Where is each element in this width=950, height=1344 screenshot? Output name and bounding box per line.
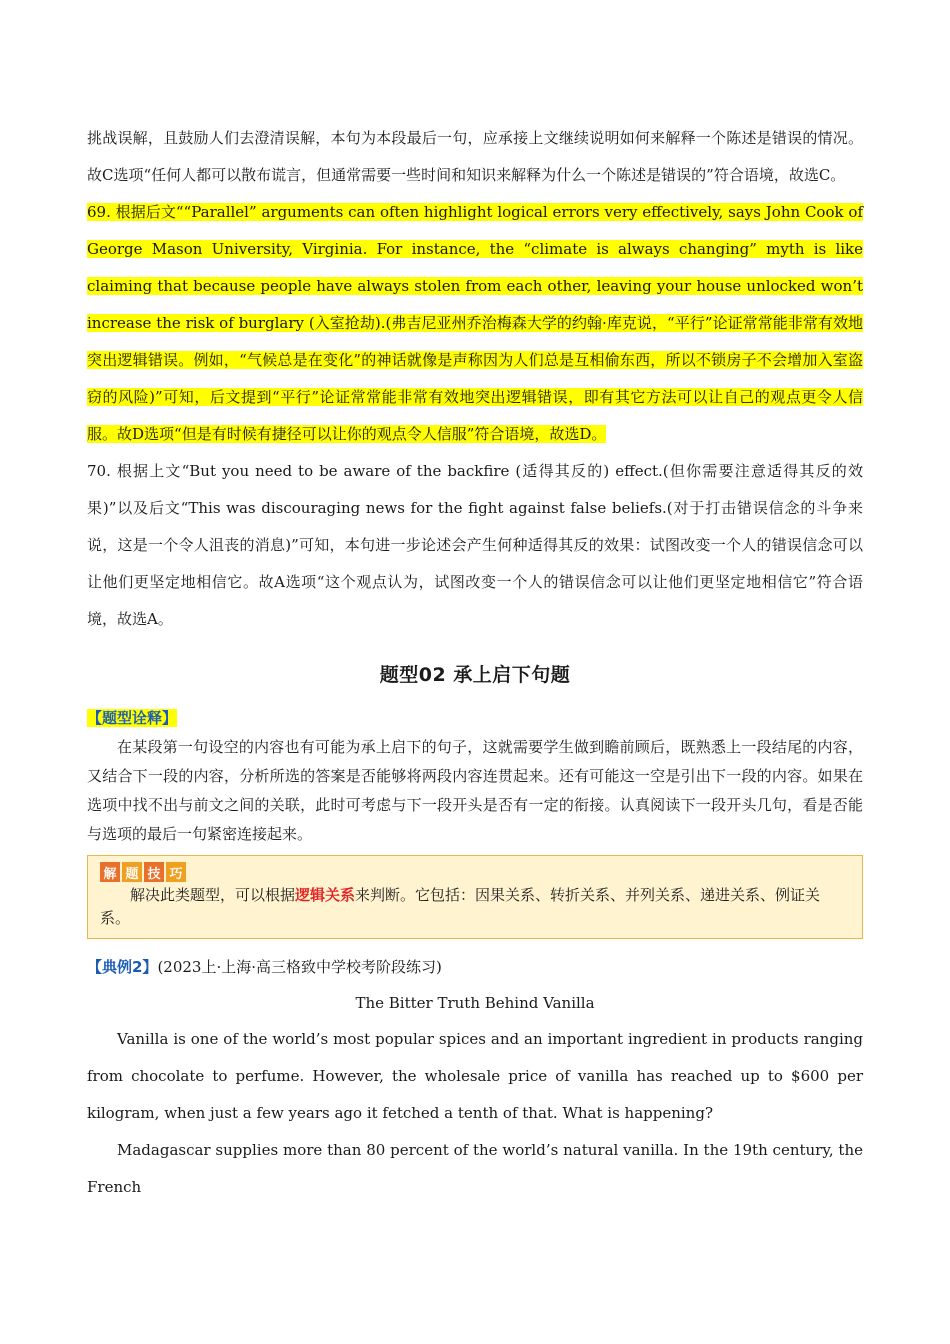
type-explanation-text: 在某段第一句设空的内容也有可能为承上启下的句子，这就需要学生做到瞻前顾后，既熟悉上一段结尾的内容，又结合下一段的内容，分析所选的答案是否能够将两段内容连贯起来。还有可能这一空是引出下一段的内容。如果在选项中找不出与前文之间的关联，此时可考虑与下一段开头是否有一定的衔接。认真阅读下一段开头几句，看是否能与选项的最后一句紧密连接起来。 [87, 738, 863, 843]
tip-text-after: 来判断。它包括：因果关系、转折关系、并列关系、递进关系、例证关系。 [100, 886, 821, 927]
type-explanation-tag-line [87, 705, 863, 731]
tip-box [87, 855, 863, 939]
answer-69-highlight: 69. 根据后文““Parallel” arguments can often highlight logical errors very effectively, says John Cook of George Mason University, Virginia. For instance, the “climate is always changing” myth is like claiming that because people have always stolen from each other, leaving your house unlocked won’t increase the risk of burglary (入室抢劫).(弗吉尼亚州乔治梅森大学的约翰·库克说，“平行”论证常常能非常有效地突出逻辑错误。例如，“气候总是在变化”的神话就像是声称因为人们总是互相偷东西，所以不锁房子不会增加入室盗窃的风险)”可知，后文提到“平行”论证常常能非常有效地突出逻辑错误，即有其它方法可以让自己的观点更令人信服。故D选项“但是有时候有捷径可以让你的观点令人信服”符合语境，故选D。 [87, 203, 863, 443]
answer-69 [87, 194, 863, 453]
example-source: (2023上·上海·高三格致中学校考阶段练习) [157, 958, 442, 976]
document-page [87, 120, 863, 1206]
tip-badge: 解 [100, 862, 120, 882]
tip-emphasis: 逻辑关系 [295, 886, 356, 904]
example-tag: 【典例2】 [87, 958, 158, 976]
example-header [87, 953, 863, 981]
tip-text [100, 884, 850, 930]
answer-68-tail: 挑战误解，且鼓励人们去澄清误解，本句为本段最后一句，应承接上文继续说明如何来解释一个陈述是错误的情况。故C选项“任何人都可以散布谎言，但通常需要一些时间和知识来解释为什么一个陈述是错误的”符合语境，故选C。 [87, 129, 863, 184]
tip-badge: 技 [144, 862, 164, 882]
passage-title: The Bitter Truth Behind Vanilla [355, 994, 595, 1012]
passage-paragraph-1: Vanilla is one of the world’s most popular spices and an important ingredient in products ranging from chocolate to perfume. However, the wholesale price of vanilla has reached up to $600 per kilogram, when just a few years ago it fetched a tenth of that. What is happening? [87, 1030, 863, 1122]
tip-text-before: 解决此类题型，可以根据 [130, 886, 296, 904]
tip-badge: 巧 [166, 862, 186, 882]
answer-70: 70. 根据上文“But you need to be aware of the backfire (适得其反的) effect.(但你需要注意适得其反的效果)”以及后文“This was discouraging news for the fight against false beliefs.(对于打击错误信念的斗争来说，这是一个令人沮丧的消息)”可知，本句进一步论述会产生何种适得其反的效果：试图改变一个人的错误信念可以让他们更坚定地相信它。故A选项“这个观点认为，试图改变一个人的错误信念可以让他们更坚定地相信它”符合语境，故选A。 [87, 462, 863, 628]
section-heading: 题型02 承上启下句题 [379, 664, 571, 686]
type-explanation-tag: 【题型诠释】 [87, 709, 178, 727]
passage-paragraph-2: Madagascar supplies more than 80 percent of the world’s natural vanilla. In the 19th century, the French [87, 1141, 863, 1196]
tip-badge: 题 [122, 862, 142, 882]
tip-badges [100, 862, 850, 882]
